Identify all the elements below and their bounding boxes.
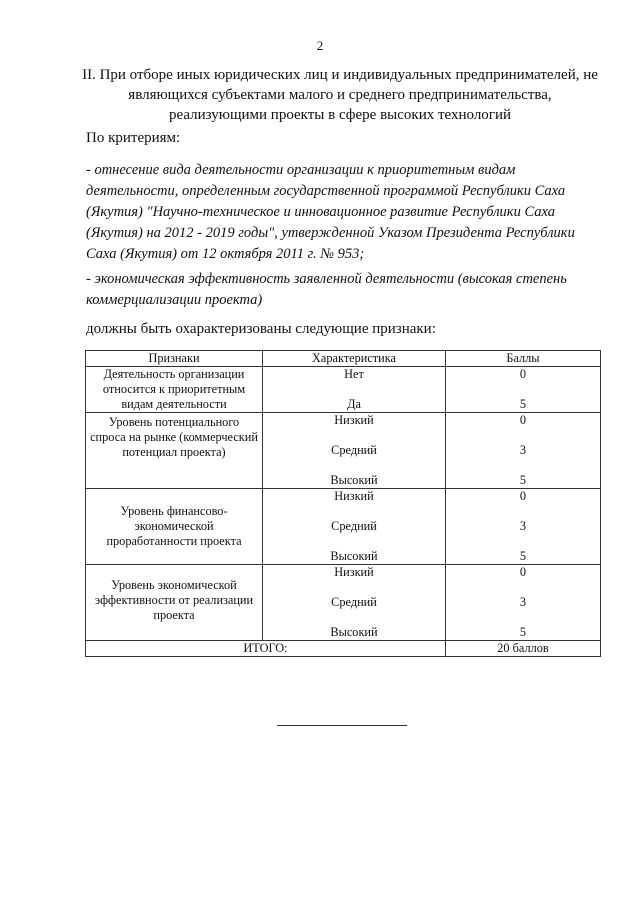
- option-label: Средний: [331, 595, 377, 609]
- option-label: Средний: [331, 443, 377, 457]
- characteristic-cell: [263, 565, 446, 641]
- option-label: Низкий: [334, 489, 374, 503]
- table-row: [86, 413, 601, 489]
- score-cell: [446, 367, 601, 413]
- option-label: Высокий: [330, 625, 378, 639]
- score-cell: [446, 413, 601, 489]
- score-cell: [446, 565, 601, 641]
- section-heading: II. При отборе иных юридических лиц и индивидуальных предпринимателей, не являющихся субъектами малого и среднего предпринимательства, реализующими проекты в сфере высоких технологий: [82, 67, 598, 123]
- option-score: 3: [519, 519, 527, 533]
- feature-cell: Уровень экономической эффективности от реализации проекта: [86, 565, 263, 641]
- table-header-row: [86, 351, 601, 367]
- total-row: [86, 641, 601, 657]
- option-score: 3: [519, 443, 527, 457]
- scoring-table: [85, 350, 601, 657]
- header-features: Признаки: [86, 351, 263, 367]
- total-value: 20 баллов: [446, 641, 601, 657]
- option-label: Средний: [331, 519, 377, 533]
- feature-cell: Деятельность организации относится к приоритетным видам деятельности: [86, 367, 263, 413]
- option-label: Высокий: [330, 549, 378, 563]
- signature-line: [277, 725, 407, 726]
- table-row: [86, 367, 601, 413]
- score-cell: [446, 489, 601, 565]
- table-intro: должны быть охарактеризованы следующие признаки:: [86, 321, 436, 337]
- option-score: 5: [519, 625, 527, 639]
- characteristic-cell: [263, 367, 446, 413]
- feature-cell: Уровень финансово-экономической проработанности проекта: [86, 489, 263, 565]
- option-score: 5: [519, 397, 527, 411]
- header-characteristic: Характеристика: [263, 351, 446, 367]
- option-score: 5: [519, 549, 527, 563]
- option-label: Высокий: [330, 473, 378, 487]
- option-label: Низкий: [334, 565, 374, 579]
- option-label: Нет: [344, 367, 364, 381]
- feature-cell: Уровень потенциального спроса на рынке (коммерческий потенциал проекта): [86, 413, 263, 489]
- option-score: 0: [519, 367, 527, 381]
- characteristic-cell: [263, 489, 446, 565]
- characteristic-cell: [263, 413, 446, 489]
- option-score: 3: [519, 595, 527, 609]
- option-score: 5: [519, 473, 527, 487]
- option-score: 0: [519, 489, 527, 503]
- header-scores: Баллы: [446, 351, 601, 367]
- table-row: [86, 489, 601, 565]
- option-score: 0: [519, 565, 527, 579]
- option-score: 0: [519, 413, 527, 427]
- option-label: Низкий: [334, 413, 374, 427]
- total-label: ИТОГО:: [86, 641, 446, 657]
- table-row: [86, 565, 601, 641]
- criteria-title: По критериям:: [86, 130, 181, 146]
- criterion-economic-efficiency: - экономическая эффективность заявленной деятельности (высокая степень коммерциализации проекта): [86, 271, 567, 308]
- option-label: Да: [347, 397, 361, 411]
- page-number: 2: [316, 38, 324, 53]
- criterion-priority-activity: - отнесение вида деятельности организации к приоритетным видам деятельности, определенным государственной программой Республики Саха (Якутия) "Научно-техническое и инновационное развитие Республики Саха (Якутия) на 2012 - 2019 годы", утвержденной Указом Президента Республики Саха (Якутия) от 12 октября 2011 г. № 953;: [86, 162, 575, 262]
